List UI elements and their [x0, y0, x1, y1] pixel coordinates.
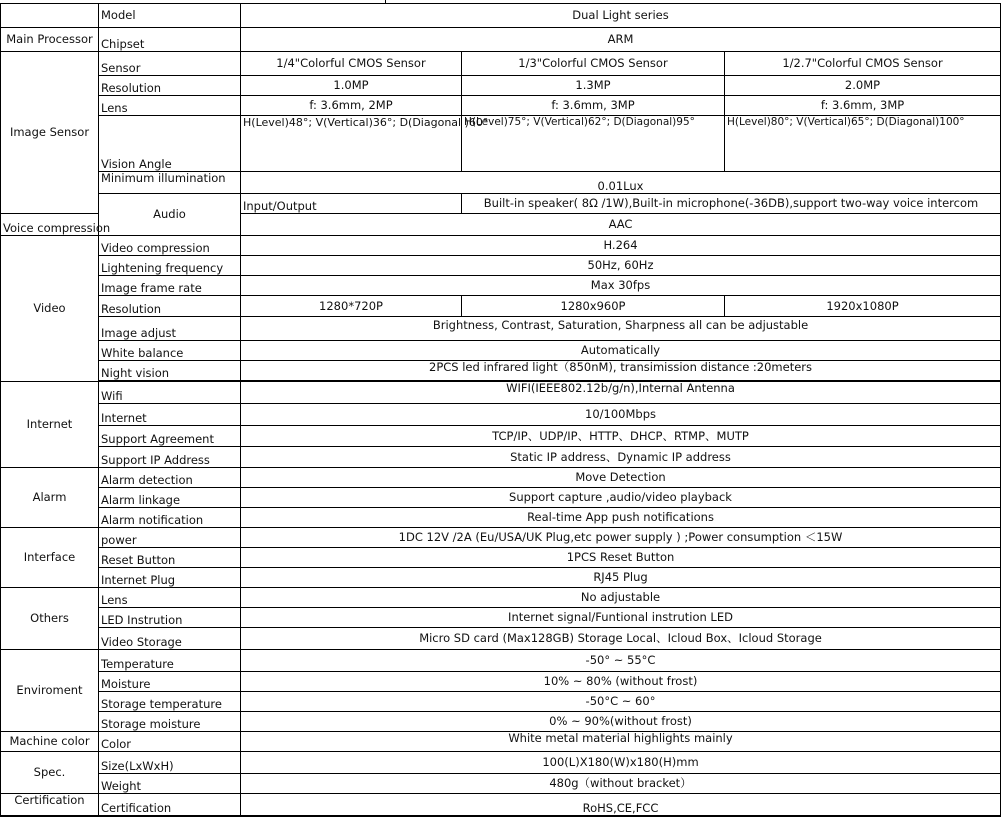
- internet-value: 10/100Mbps: [241, 404, 1001, 426]
- row-chipset: [1, 28, 1001, 52]
- reset-button-value: 1PCS Reset Button: [241, 548, 1001, 568]
- lightening-frequency-value: 50Hz, 60Hz: [241, 256, 1001, 276]
- led-instrution-value: Internet signal/Funtional instrution LED: [241, 608, 1001, 628]
- row-alarm-linkage: [1, 488, 1001, 508]
- image-adjust-value: Brightness, Contrast, Saturation, Sharpness all can be adjustable: [241, 317, 1001, 341]
- alarm-detection-value: Move Detection: [241, 468, 1001, 488]
- wifi-label: Wifi: [99, 382, 241, 404]
- others-lens-value: No adjustable: [241, 588, 1001, 608]
- video-compression-label: Video compression: [99, 236, 241, 256]
- row-image-adjust: [1, 317, 1001, 341]
- internet-plug-value: RJ45 Plug: [241, 568, 1001, 588]
- reset-button-label: Reset Button: [99, 548, 241, 568]
- model-label: Model: [99, 4, 241, 28]
- led-instrution-label: LED Instrution: [99, 608, 241, 628]
- category-main-processor: Main Processor: [1, 28, 99, 52]
- video-compression-value: H.264: [241, 236, 1001, 256]
- row-video-compression: [1, 236, 1001, 256]
- row-reset-button: [1, 548, 1001, 568]
- size-value: 100(L)X180(W)x180(H)mm: [241, 752, 1001, 774]
- size-label: Size(LxWxH): [99, 752, 241, 774]
- category-certification: Certification: [1, 794, 99, 816]
- row-internet-plug: [1, 568, 1001, 588]
- lens-label: Lens: [99, 96, 241, 116]
- sensor-value-1: 1/4"Colorful CMOS Sensor: [241, 52, 462, 76]
- certification-value: RoHS,CE,FCC: [241, 794, 1001, 816]
- alarm-notification-value: Real-time App push notifications: [241, 508, 1001, 528]
- moisture-label: Moisture: [99, 672, 241, 692]
- video-resolution-value-3: 1920x1080P: [725, 296, 1001, 317]
- row-lightening-frequency: [1, 256, 1001, 276]
- white-balance-value: Automatically: [241, 341, 1001, 361]
- temperature-label: Temperature: [99, 650, 241, 672]
- row-color: [1, 732, 1001, 752]
- row-vision-angle: [1, 116, 1001, 172]
- internet-label: Internet: [99, 404, 241, 426]
- frame-rate-value: Max 30fps: [241, 276, 1001, 296]
- row-frame-rate: [1, 276, 1001, 296]
- vision-angle-value-2: H(Level)75°; V(Vertical)62°; D(Diagonal)95°: [462, 116, 725, 172]
- row-support-agreement: [1, 426, 1001, 447]
- category-image-sensor: Image Sensor: [1, 52, 99, 214]
- video-resolution-label: Resolution: [99, 296, 241, 317]
- lens-value-2: f: 3.6mm, 3MP: [462, 96, 725, 116]
- row-sensor: [1, 52, 1001, 76]
- row-video-storage: [1, 628, 1001, 650]
- min-illumination-value: 0.01Lux: [241, 172, 1001, 194]
- support-agreement-value: TCP/IP、UDP/IP、HTTP、DHCP、RTMP、MUTP: [241, 426, 1001, 447]
- row-alarm-notification: [1, 508, 1001, 528]
- internet-plug-label: Internet Plug: [99, 568, 241, 588]
- category-audio: Audio: [99, 194, 241, 236]
- alarm-linkage-label: Alarm linkage: [99, 488, 241, 508]
- category-others: Others: [1, 588, 99, 650]
- spec-table: [0, 3, 1001, 817]
- vision-angle-value-1: H(Level)48°; V(Vertical)36°; D(Diagonal )60°: [241, 116, 462, 172]
- row-weight: [1, 774, 1001, 794]
- video-resolution-value-1: 1280*720P: [241, 296, 462, 317]
- row-certification: [1, 794, 1001, 816]
- audio-io-label: Input/Output: [241, 194, 462, 214]
- lens-value-3: f: 3.6mm, 3MP: [725, 96, 1001, 116]
- row-temperature: [1, 650, 1001, 672]
- night-vision-label: Night vision: [99, 361, 241, 381]
- power-label: power: [99, 528, 241, 548]
- storage-moisture-label: Storage moisture: [99, 712, 241, 732]
- night-vision-value: 2PCS led infrared light（850nM), transimission distance :20meters: [241, 361, 1001, 381]
- row-white-balance: [1, 341, 1001, 361]
- power-value: 1DC 12V /2A (Eu/USA/UK Plug,etc power supply ) ;Power consumption ＜15W: [241, 528, 1001, 548]
- others-lens-label: Lens: [99, 588, 241, 608]
- row-storage-moisture: [1, 712, 1001, 732]
- min-illumination-label: Minimum illumination: [99, 172, 241, 194]
- lens-value-1: f: 3.6mm, 2MP: [241, 96, 462, 116]
- sensor-value-3: 1/2.7"Colorful CMOS Sensor: [725, 52, 1001, 76]
- moisture-value: 10% ~ 80% (without frost): [241, 672, 1001, 692]
- row-power: [1, 528, 1001, 548]
- chipset-label: Chipset: [99, 28, 241, 52]
- resolution-value-3: 2.0MP: [725, 76, 1001, 96]
- video-resolution-value-2: 1280x960P: [462, 296, 725, 317]
- video-storage-label: Video Storage: [99, 628, 241, 650]
- weight-label: Weight: [99, 774, 241, 794]
- alarm-linkage-value: Support capture ,audio/video playback: [241, 488, 1001, 508]
- chipset-value: ARM: [241, 28, 1001, 52]
- storage-temperature-label: Storage temperature: [99, 692, 241, 712]
- sensor-value-2: 1/3"Colorful CMOS Sensor: [462, 52, 725, 76]
- audio-io-value: Built-in speaker( 8Ω /1W),Built-in microphone(-36DB),support two-way voice intercom: [462, 194, 1001, 214]
- row-model: [1, 4, 1001, 28]
- resolution-value-2: 1.3MP: [462, 76, 725, 96]
- row-min-illumination: [1, 172, 1001, 194]
- row-night-vision: [1, 361, 1001, 381]
- resolution-label: Resolution: [99, 76, 241, 96]
- color-label: Color: [99, 732, 241, 752]
- weight-value: 480g（without bracket）: [241, 774, 1001, 794]
- row-support-ip: [1, 447, 1001, 468]
- row-led-instrution: [1, 608, 1001, 628]
- category-interface: Interface: [1, 528, 99, 588]
- row-resolution: [1, 76, 1001, 96]
- category-enviroment: Enviroment: [1, 650, 99, 732]
- color-value: White metal material highlights mainly: [241, 732, 1001, 752]
- support-agreement-label: Support Agreement: [99, 426, 241, 447]
- resolution-value-1: 1.0MP: [241, 76, 462, 96]
- wifi-value: WIFI(IEEE802.12b/g/n),Internal Antenna: [241, 382, 1001, 404]
- lightening-frequency-label: Lightening frequency: [99, 256, 241, 276]
- row-wifi: [1, 382, 1001, 404]
- row-size: [1, 752, 1001, 774]
- category-machine-color: Machine color: [1, 732, 99, 752]
- row-internet: [1, 404, 1001, 426]
- voice-compression-label: Voice compression: [1, 214, 99, 236]
- row-others-lens: [1, 588, 1001, 608]
- category-internet: Internet: [1, 382, 99, 468]
- image-adjust-label: Image adjust: [99, 317, 241, 341]
- category-spec: Spec.: [1, 752, 99, 794]
- alarm-detection-label: Alarm detection: [99, 468, 241, 488]
- storage-moisture-value: 0% ~ 90%(without frost): [241, 712, 1001, 732]
- row-audio-io: [1, 194, 1001, 214]
- voice-compression-value: AAC: [241, 214, 1001, 236]
- vision-angle-value-3: H(Level)80°; V(Vertical)65°; D(Diagonal)100°: [725, 116, 1001, 172]
- video-storage-value: Micro SD card (Max128GB) Storage Local、Icloud Box、Icloud Storage: [241, 628, 1001, 650]
- row-storage-temperature: [1, 692, 1001, 712]
- white-balance-label: White balance: [99, 341, 241, 361]
- support-ip-label: Support IP Address: [99, 447, 241, 468]
- category-alarm: Alarm: [1, 468, 99, 528]
- temperature-value: -50° ~ 55°C: [241, 650, 1001, 672]
- row-moisture: [1, 672, 1001, 692]
- row-lens: [1, 96, 1001, 116]
- frame-rate-label: Image frame rate: [99, 276, 241, 296]
- row-alarm-detection: [1, 468, 1001, 488]
- vision-angle-label: Vision Angle: [99, 116, 241, 172]
- certification-label: Certification: [99, 794, 241, 816]
- category-video: Video: [1, 236, 99, 382]
- sensor-label: Sensor: [99, 52, 241, 76]
- model-value: Dual Light series: [241, 4, 1001, 28]
- storage-temperature-value: -50°C ~ 60°: [241, 692, 1001, 712]
- row-video-resolution: [1, 296, 1001, 317]
- alarm-notification-label: Alarm notification: [99, 508, 241, 528]
- support-ip-value: Static IP address、Dynamic IP address: [241, 447, 1001, 468]
